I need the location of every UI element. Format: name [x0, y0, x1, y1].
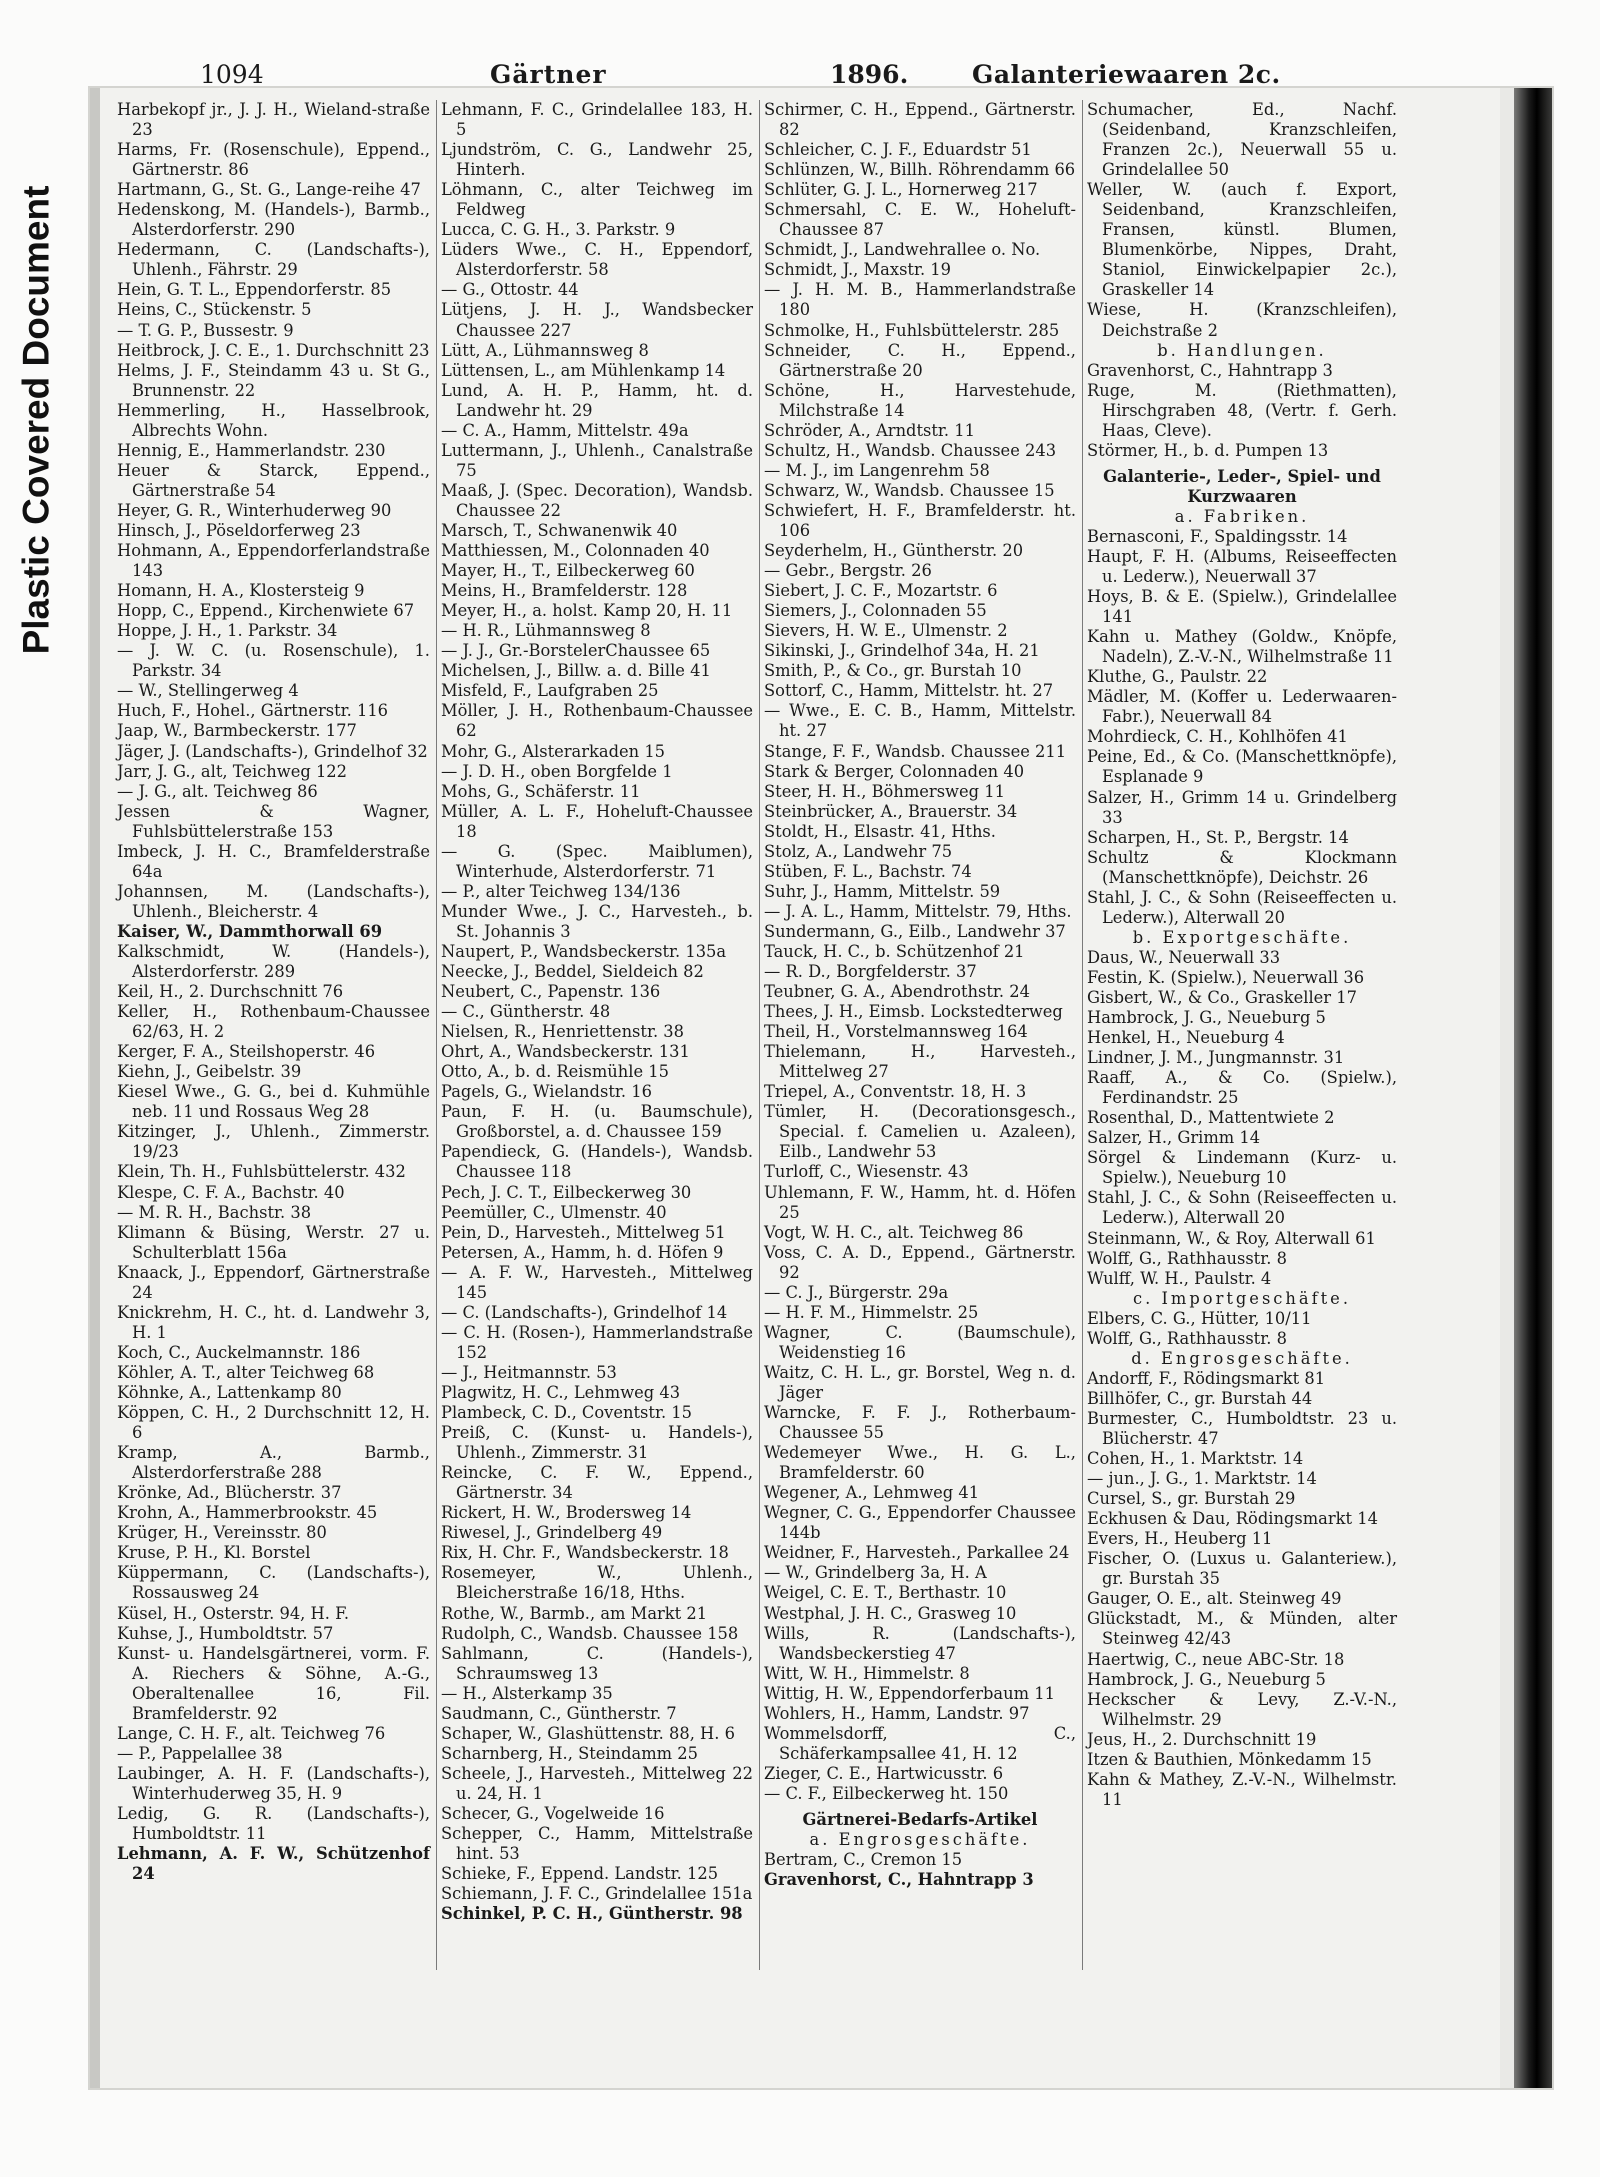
directory-columns — [113, 100, 1403, 1970]
directory-entry: Munder Wwe., J. C., Harvesteh., b. St. Johannis 3 — [441, 901, 753, 941]
directory-entry: Kuhse, J., Humboldtstr. 57 — [117, 1623, 334, 1643]
directory-entry: Sundermann, G., Eilb., Landwehr 37 — [764, 921, 1066, 941]
directory-entry: Kramp, A., Barmb., Alsterdorferstraße 288 — [117, 1443, 430, 1483]
directory-entry: Meyer, H., a. holst. Kamp 20, H. 11 — [441, 601, 733, 621]
directory-entry: Tauck, H. C., b. Schützenhof 21 — [764, 941, 1025, 961]
directory-entry: — Gebr., Bergstr. 26 — [764, 561, 932, 581]
directory-entry: Hoppe, J. H., 1. Parkstr. 34 — [117, 621, 338, 641]
directory-entry: Andorff, F., Rödingsmarkt 81 — [1087, 1368, 1326, 1388]
directory-entry: Itzen & Bauthien, Mönkedamm 15 — [1087, 1749, 1372, 1769]
directory-entry: Pagels, G., Wielandstr. 16 — [441, 1082, 652, 1102]
directory-entry: Rix, H. Chr. F., Wandsbeckerstr. 18 — [441, 1543, 729, 1563]
directory-entry: Klein, Th. H., Fuhlsbüttelerstr. 432 — [117, 1162, 406, 1182]
directory-entry: — J. G., alt. Teichweg 86 — [117, 781, 318, 801]
directory-entry: Kunst- u. Handelsgärtnerei, vorm. F. A. Riechers & Söhne, A.-G., Oberaltenallee 16, Fil. Bramfelderstr. 92 — [117, 1643, 430, 1723]
directory-entry: Siebert, J. C. F., Mozartstr. 6 — [764, 581, 998, 601]
directory-entry: Wegner, C. G., Eppendorfer Chaussee 144b — [764, 1503, 1076, 1543]
directory-entry: Plambeck, C. D., Coventstr. 15 — [441, 1403, 693, 1423]
directory-entry: — W., Grindelberg 3a, H. A — [764, 1563, 987, 1583]
directory-entry: Koch, C., Auckelmannstr. 186 — [117, 1342, 361, 1362]
directory-entry: Weidner, F., Harvesteh., Parkallee 24 — [764, 1543, 1070, 1563]
directory-entry: Wegener, A., Lehmweg 41 — [764, 1483, 980, 1503]
subsection-title: c. Importgeschäfte. — [1133, 1288, 1351, 1308]
directory-entry: Jessen & Wagner, Fuhlsbüttelerstraße 153 — [117, 801, 430, 841]
directory-entry: Kahn & Mathey, Z.-V.-N., Wilhelmstr. 11 — [1087, 1769, 1397, 1809]
directory-entry: Lehmann, A. F. W., Schützenhof 24 — [117, 1844, 430, 1884]
directory-entry: Schmidt, J., Landwehrallee o. No. — [764, 240, 1041, 260]
directory-entry: Festin, K. (Spielw.), Neuerwall 36 — [1087, 967, 1365, 987]
directory-entry: Wills, R. (Landschafts-), Wandsbeckerstieg 47 — [764, 1623, 1076, 1663]
directory-entry: Köppen, C. H., 2 Durchschnitt 12, H. 6 — [117, 1403, 430, 1443]
directory-entry: Rickert, H. W., Brodersweg 14 — [441, 1503, 692, 1523]
directory-entry: Wagner, C. (Baumschule), Weidenstieg 16 — [764, 1322, 1076, 1362]
directory-entry: Voss, C. A. D., Eppend., Gärtnerstr. 92 — [764, 1242, 1076, 1282]
side-label: Plastic Covered Document — [15, 185, 56, 655]
directory-entry: Weigel, C. E. T., Berthastr. 10 — [764, 1583, 1007, 1603]
directory-entry: Stolz, A., Landwehr 75 — [764, 841, 953, 861]
directory-entry: Schaper, W., Glashüttenstr. 88, H. 6 — [441, 1723, 735, 1743]
directory-entry: — W., Stellingerweg 4 — [117, 681, 299, 701]
directory-entry: — Wwe., E. C. B., Hamm, Mittelstr. ht. 27 — [764, 701, 1076, 741]
directory-entry: Schultz & Klockmann (Manschettknöpfe), Deichstr. 26 — [1087, 847, 1397, 887]
directory-entry: Stahl, J. C., & Sohn (Reiseeffecten u. Lederw.), Alterwall 20 — [1087, 1188, 1397, 1228]
directory-entry: Jaap, W., Barmbeckerstr. 177 — [117, 721, 357, 741]
directory-entry: Jarr, J. G., alt, Teichweg 122 — [117, 761, 348, 781]
directory-entry: Teubner, G. A., Abendrothstr. 24 — [764, 982, 1030, 1002]
directory-entry: Schlünzen, W., Billh. Röhrendamm 66 — [764, 160, 1076, 180]
directory-entry: Wiese, H. (Kranzschleifen), Deichstraße 2 — [1087, 300, 1397, 340]
directory-entry: Schmersahl, C. E. W., Hoheluft-Chaussee 87 — [764, 200, 1076, 240]
directory-entry: Heyer, G. R., Winterhuderweg 90 — [117, 500, 392, 520]
directory-entry: Kahn u. Mathey (Goldw., Knöpfe, Nadeln), Z.-V.-N., Wilhelmstraße 11 — [1087, 627, 1397, 667]
directory-entry: Eckhusen & Dau, Rödingsmarkt 14 — [1087, 1509, 1378, 1529]
directory-entry: — C., Güntherstr. 48 — [441, 1002, 611, 1022]
page-edge — [1500, 88, 1514, 2088]
directory-entry: — A. F. W., Harvesteh., Mittelweg 145 — [441, 1262, 753, 1302]
directory-entry: Stark & Berger, Colonnaden 40 — [764, 761, 1025, 781]
directory-entry: Knickrehm, H. C., ht. d. Landwehr 3, H. 1 — [117, 1302, 430, 1342]
directory-entry: Nielsen, R., Henriettenstr. 38 — [441, 1022, 685, 1042]
directory-entry: Sörgel & Lindemann (Kurz- u. Spielw.), Neueburg 10 — [1087, 1148, 1397, 1188]
directory-entry: Gravenhorst, C., Hahntrapp 3 — [764, 1870, 1034, 1890]
directory-entry: — C. H. (Rosen-), Hammerlandstraße 152 — [441, 1322, 753, 1362]
directory-entry: Wedemeyer Wwe., H. G. L., Bramfelderstr. 60 — [764, 1443, 1076, 1483]
directory-entry: Cohen, H., 1. Marktstr. 14 — [1087, 1449, 1304, 1469]
directory-entry: Tümler, H. (Decorationsgesch., Special. f. Camelien u. Azaleen), Eilb., Landwehr 53 — [764, 1102, 1076, 1162]
directory-entry: Papendieck, G. (Handels-), Wandsb. Chaussee 118 — [441, 1142, 753, 1182]
directory-entry: Hambrock, J. G., Neueburg 5 — [1087, 1669, 1326, 1689]
directory-entry: Stoldt, H., Elsastr. 41, Hths. — [764, 821, 996, 841]
directory-entry: Schlüter, G. J. L., Hornerweg 217 — [764, 180, 1038, 200]
directory-entry: — R. D., Borgfelderstr. 37 — [764, 962, 977, 982]
directory-entry: Scheele, J., Harvesteh., Mittelweg 22 u. 24, H. 1 — [441, 1763, 753, 1803]
directory-entry: Saudmann, C., Güntherstr. 7 — [441, 1703, 677, 1723]
directory-entry: Schecer, G., Vogelweide 16 — [441, 1803, 665, 1823]
directory-entry: Pech, J. C. T., Eilbeckerweg 30 — [441, 1182, 692, 1202]
directory-entry: Mohs, G., Schäferstr. 11 — [441, 781, 641, 801]
directory-entry: Lucca, C. G. H., 3. Parkstr. 9 — [441, 220, 676, 240]
directory-entry: Laubinger, A. H. F. (Landschafts-), Winterhuderweg 35, H. 9 — [117, 1763, 430, 1803]
directory-entry: Homann, H. A., Klostersteig 9 — [117, 581, 365, 601]
directory-entry: Mohr, G., Alsterarkaden 15 — [441, 741, 666, 761]
directory-entry: Kerger, F. A., Steilshoperstr. 46 — [117, 1042, 376, 1062]
directory-entry: Theil, H., Vorstelmannsweg 164 — [764, 1022, 1028, 1042]
directory-entry: — T. G. P., Bussestr. 9 — [117, 320, 294, 340]
directory-entry: Klespe, C. F. A., Bachstr. 40 — [117, 1182, 345, 1202]
directory-entry: Küppermann, C. (Landschafts-), Rossausweg 24 — [117, 1563, 430, 1603]
directory-entry: — G., Ottostr. 44 — [441, 280, 579, 300]
directory-entry: Hennig, E., Hammerlandstr. 230 — [117, 440, 386, 460]
directory-entry: Naupert, P., Wandsbeckerstr. 135a — [441, 941, 727, 961]
section-title: Galanterie-, Leder-, Spiel- und Kurzwaaren — [1103, 466, 1381, 506]
directory-entry: Heitbrock, J. C. E., 1. Durchschnitt 23 — [117, 340, 430, 360]
directory-entry: Scharpen, H., St. P., Bergstr. 14 — [1087, 827, 1349, 847]
directory-entry: — J., Heitmannstr. 53 — [441, 1362, 617, 1382]
directory-entry: Löhmann, C., alter Teichweg im Feldweg — [441, 180, 753, 220]
directory-entry: Salzer, H., Grimm 14 u. Grindelberg 33 — [1087, 787, 1397, 827]
directory-entry: Keller, H., Rothenbaum-Chaussee 62/63, H. 2 — [117, 1002, 430, 1042]
directory-entry: Seyderhelm, H., Güntherstr. 20 — [764, 541, 1024, 561]
directory-entry: Hedermann, C. (Landschafts-), Uhlenh., Fährstr. 29 — [117, 240, 430, 280]
directory-entry: Schmidt, J., Maxstr. 19 — [764, 260, 952, 280]
directory-entry: Kruse, P. H., Kl. Borstel — [117, 1543, 311, 1563]
subsection-title: d. Engrosgeschäfte. — [1131, 1348, 1353, 1368]
directory-entry: Knaack, J., Eppendorf, Gärtnerstraße 24 — [117, 1262, 430, 1302]
directory-entry: Schleicher, C. J. F., Eduardstr 51 — [764, 140, 1032, 160]
column-4 — [1082, 100, 1403, 1970]
running-header — [110, 60, 1540, 100]
directory-entry: Luttermann, J., Uhlenh., Canalstraße 75 — [441, 440, 753, 480]
section-title: Gärtnerei-Bedarfs-Artikel — [802, 1809, 1038, 1829]
directory-entry: Sahlmann, C. (Handels-), Schraumsweg 13 — [441, 1643, 753, 1683]
directory-entry: — jun., J. G., 1. Marktstr. 14 — [1087, 1469, 1317, 1489]
directory-entry: Helms, J. F., Steindamm 43 u. St G., Brunnenstr. 22 — [117, 360, 430, 400]
directory-entry: Pein, D., Harvesteh., Mittelweg 51 — [441, 1222, 726, 1242]
directory-entry: Hein, G. T. L., Eppendorferstr. 85 — [117, 280, 392, 300]
directory-entry: Misfeld, F., Laufgraben 25 — [441, 681, 659, 701]
directory-entry: Lehmann, F. C., Grindelallee 183, H. 5 — [441, 100, 753, 140]
directory-entry: Elbers, C. G., Hütter, 10/11 — [1087, 1308, 1312, 1328]
directory-entry: Bertram, C., Cremon 15 — [764, 1850, 963, 1870]
directory-entry: Witt, W. H., Himmelstr. 8 — [764, 1663, 970, 1683]
directory-entry: Sievers, H. W. E., Ulmenstr. 2 — [764, 621, 1008, 641]
directory-entry: Kluthe, G., Paulstr. 22 — [1087, 667, 1268, 687]
directory-entry: Wolff, G., Rathhausstr. 8 — [1087, 1248, 1287, 1268]
header-left-title: Gärtner — [490, 60, 607, 89]
directory-entry: — M. R. H., Bachstr. 38 — [117, 1202, 312, 1222]
directory-entry: Hartmann, G., St. G., Lange-reihe 47 — [117, 180, 421, 200]
directory-entry: Küsel, H., Osterstr. 94, H. F. — [117, 1603, 350, 1623]
directory-entry: Hoys, B. & E. (Spielw.), Grindelallee 141 — [1087, 587, 1397, 627]
directory-entry: Otto, A., b. d. Reismühle 15 — [441, 1062, 670, 1082]
directory-entry: Haertwig, C., neue ABC-Str. 18 — [1087, 1649, 1345, 1669]
directory-entry: Schröder, A., Arndtstr. 11 — [764, 420, 975, 440]
directory-entry: Möller, J. H., Rothenbaum-Chaussee 62 — [441, 701, 753, 741]
subsection-title: a. Fabriken. — [1174, 506, 1310, 526]
directory-entry: Schwiefert, H. F., Bramfelderstr. ht. 106 — [764, 500, 1076, 540]
directory-entry: Weller, W. (auch f. Export, Seidenband, Kranzschleifen, Fransen, künstl. Blumen, Blumenkörbe, Nippes, Draht, Staniol, Einwickelpapier 2c.), Graskeller 14 — [1087, 180, 1397, 300]
directory-entry: Schieke, F., Eppend. Landstr. 125 — [441, 1864, 719, 1884]
directory-entry: Sottorf, C., Hamm, Mittelstr. ht. 27 — [764, 681, 1054, 701]
directory-entry: Jeus, H., 2. Durchschnitt 19 — [1087, 1729, 1317, 1749]
header-right-title: Galanteriewaaren 2c. — [972, 60, 1281, 89]
directory-entry: Harms, Fr. (Rosenschule), Eppend., Gärtnerstr. 86 — [117, 140, 430, 180]
directory-entry: Vogt, W. H. C., alt. Teichweg 86 — [764, 1222, 1024, 1242]
directory-entry: Glückstadt, M., & Münden, alter Steinweg 42/43 — [1087, 1609, 1397, 1649]
directory-entry: Jäger, J. (Landschafts-), Grindelhof 32 — [117, 741, 428, 761]
directory-entry: Klimann & Büsing, Werstr. 27 u. Schulterblatt 156a — [117, 1222, 430, 1262]
directory-entry: Störmer, H., b. d. Pumpen 13 — [1087, 440, 1329, 460]
directory-entry: Stange, F. F., Wandsb. Chaussee 211 — [764, 741, 1067, 761]
directory-entry: Zieger, C. E., Hartwicusstr. 6 — [764, 1763, 1004, 1783]
directory-entry: Krüger, H., Vereinsstr. 80 — [117, 1523, 327, 1543]
directory-entry: Daus, W., Neuerwall 33 — [1087, 947, 1281, 967]
directory-entry: Heuer & Starck, Eppend., Gärtnerstraße 54 — [117, 460, 430, 500]
directory-entry: Wulff, W. H., Paulstr. 4 — [1087, 1268, 1272, 1288]
directory-entry: Lüttensen, L., am Mühlenkamp 14 — [441, 360, 726, 380]
directory-entry: Scharnberg, H., Steindamm 25 — [441, 1743, 698, 1763]
directory-entry: Gravenhorst, C., Hahntrapp 3 — [1087, 360, 1333, 380]
directory-entry: Lütjens, J. H. J., Wandsbecker Chaussee 227 — [441, 300, 753, 340]
directory-entry: — M. J., im Langenrehm 58 — [764, 460, 990, 480]
directory-entry: Kiesel Wwe., G. G., bei d. Kuhmühle neb. 11 und Rossaus Weg 28 — [117, 1082, 430, 1122]
directory-entry: Stahl, J. C., & Sohn (Reiseeffecten u. Lederw.), Alterwall 20 — [1087, 887, 1397, 927]
directory-entry: Fischer, O. (Luxus u. Galanteriew.), gr. Burstah 35 — [1087, 1549, 1397, 1589]
directory-entry: — J. D. H., oben Borgfelde 1 — [441, 761, 673, 781]
directory-entry: Meins, H., Bramfelderstr. 128 — [441, 581, 688, 601]
directory-entry: Rothe, W., Barmb., am Markt 21 — [441, 1603, 708, 1623]
directory-entry: Schinkel, P. C. H., Güntherstr. 98 — [441, 1904, 743, 1924]
directory-entry: Gisbert, W., & Co., Graskeller 17 — [1087, 987, 1357, 1007]
directory-entry: Schultz, H., Wandsb. Chaussee 243 — [764, 440, 1057, 460]
directory-entry: Henkel, H., Neueburg 4 — [1087, 1028, 1285, 1048]
directory-entry: — C. J., Bürgerstr. 29a — [764, 1282, 949, 1302]
directory-entry: Raaff, A., & Co. (Spielw.), Ferdinandstr. 25 — [1087, 1068, 1397, 1108]
directory-entry: — H., Alsterkamp 35 — [441, 1683, 613, 1703]
book-spine — [1514, 88, 1552, 2088]
subsection-title: b. Handlungen. — [1157, 340, 1327, 360]
directory-entry: Wittig, H. W., Eppendorferbaum 11 — [764, 1683, 1055, 1703]
directory-entry: Mohrdieck, C. H., Kohlhöfen 41 — [1087, 727, 1348, 747]
directory-entry: Cursel, S., gr. Burstah 29 — [1087, 1489, 1296, 1509]
directory-entry: — C. A., Hamm, Mittelstr. 49a — [441, 420, 689, 440]
directory-entry: Haupt, F. H. (Albums, Reiseeffecten u. Lederw.), Neuerwall 37 — [1087, 546, 1397, 586]
directory-entry: Köhnke, A., Lattenkamp 80 — [117, 1383, 342, 1402]
directory-entry: Imbeck, J. H. C., Bramfelderstraße 64a — [117, 841, 430, 881]
directory-entry: Matthiessen, M., Colonnaden 40 — [441, 541, 710, 561]
directory-entry: Reincke, C. F. W., Eppend., Gärtnerstr. 34 — [441, 1463, 753, 1503]
directory-entry: Müller, A. L. F., Hoheluft-Chaussee 18 — [441, 801, 753, 841]
directory-entry: Ljundström, C. G., Landwehr 25, Hinterh. — [441, 140, 753, 180]
directory-entry: Preiß, C. (Kunst- u. Handels-), Uhlenh., Zimmerstr. 31 — [441, 1423, 753, 1463]
directory-entry: Heckscher & Levy, Z.-V.-N., Wilhelmstr. 29 — [1087, 1689, 1397, 1729]
column-1 — [113, 100, 436, 1970]
directory-entry: Uhlemann, F. W., Hamm, ht. d. Höfen 25 — [764, 1182, 1076, 1222]
directory-entry: Siemers, J., Colonnaden 55 — [764, 601, 987, 621]
directory-entry: Wohlers, H., Hamm, Landstr. 97 — [764, 1703, 1030, 1723]
directory-entry: Hemmerling, H., Hasselbrook, Albrechts Wohn. — [117, 400, 430, 440]
directory-entry: Schiemann, J. F. C., Grindelallee 151a — [441, 1884, 753, 1904]
subsection-title: a. Engrosgeschäfte. — [809, 1829, 1031, 1849]
directory-entry: Neubert, C., Papenstr. 136 — [441, 982, 661, 1002]
directory-entry: Smith, P., & Co., gr. Burstah 10 — [764, 661, 1022, 681]
directory-entry: Wolff, G., Rathhausstr. 8 — [1087, 1328, 1287, 1348]
directory-entry: Lindner, J. M., Jungmannstr. 31 — [1087, 1048, 1345, 1068]
directory-entry: Ohrt, A., Wandsbeckerstr. 131 — [441, 1042, 690, 1062]
directory-entry: Kaiser, W., Dammthorwall 69 — [117, 921, 383, 941]
directory-entry: Köhler, A. T., alter Teichweg 68 — [117, 1362, 375, 1382]
directory-entry: Suhr, J., Hamm, Mittelstr. 59 — [764, 881, 1001, 901]
directory-entry: Turloff, C., Wiesenstr. 43 — [764, 1162, 969, 1182]
directory-entry: Lüders Wwe., C. H., Eppendorf, Alsterdorferstr. 58 — [441, 240, 753, 280]
directory-entry: Mayer, H., T., Eilbeckerweg 60 — [441, 561, 695, 581]
header-year: 1896. — [830, 60, 909, 89]
directory-entry: Kitzinger, J., Uhlenh., Zimmerstr. 19/23 — [117, 1122, 430, 1162]
directory-entry: — J. W. C. (u. Rosenschule), 1. Parkstr. 34 — [117, 641, 430, 681]
directory-entry: Westphal, J. H. C., Grasweg 10 — [764, 1603, 1017, 1623]
directory-entry: Ruge, M. (Riethmatten), Hirschgraben 48, (Vertr. f. Gerh. Haas, Cleve). — [1087, 380, 1397, 440]
directory-entry: Waitz, C. H. L., gr. Borstel, Weg n. d. Jäger — [764, 1362, 1076, 1402]
directory-entry: Steinbrücker, A., Brauerstr. 34 — [764, 801, 1018, 821]
directory-entry: Thielemann, H., Harvesteh., Mittelweg 27 — [764, 1042, 1076, 1082]
directory-entry: Hedenskong, M. (Handels-), Barmb., Alsterdorferstr. 290 — [117, 200, 430, 240]
directory-entry: Maaß, J. (Spec. Decoration), Wandsb. Chaussee 22 — [441, 480, 753, 520]
directory-entry: Riwesel, J., Grindelberg 49 — [441, 1523, 663, 1543]
directory-entry: Krohn, A., Hammerbrookstr. 45 — [117, 1503, 378, 1523]
directory-entry: Rosenthal, D., Mattentwiete 2 — [1087, 1108, 1335, 1128]
column-2 — [436, 100, 759, 1970]
directory-entry: Johannsen, M. (Landschafts-), Uhlenh., Bleicherstr. 4 — [117, 881, 430, 921]
directory-entry: Schöne, H., Harvestehude, Milchstraße 14 — [764, 380, 1076, 420]
directory-entry: — G. (Spec. Maiblumen), Winterhude, Alsterdorferstr. 71 — [441, 841, 753, 881]
directory-entry: — P., alter Teichweg 134/136 — [441, 881, 681, 901]
directory-entry: — P., Pappelallee 38 — [117, 1743, 283, 1763]
directory-entry: Harbekopf jr., J. J. H., Wieland-straße 23 — [117, 100, 430, 140]
directory-entry: Krönke, Ad., Blücherstr. 37 — [117, 1483, 342, 1503]
directory-entry: — H. F. M., Himmelstr. 25 — [764, 1302, 979, 1322]
column-3 — [759, 100, 1082, 1970]
directory-entry: — C. (Landschafts-), Grindelhof 14 — [441, 1302, 728, 1322]
directory-entry: Kiehn, J., Geibelstr. 39 — [117, 1062, 302, 1082]
directory-entry: Mädler, M. (Koffer u. Lederwaaren-Fabr.), Neuerwall 84 — [1087, 687, 1397, 727]
directory-entry: Bernasconi, F., Spaldingsstr. 14 — [1087, 526, 1348, 546]
directory-entry: Schwarz, W., Wandsb. Chaussee 15 — [764, 480, 1055, 500]
directory-entry: — C. F., Eilbeckerweg ht. 150 — [764, 1783, 1009, 1803]
directory-entry: — J. H. M. B., Hammerlandstraße 180 — [764, 280, 1076, 320]
directory-entry: Lütt, A., Lühmannsweg 8 — [441, 340, 649, 360]
directory-entry: Schirmer, C. H., Eppend., Gärtnerstr. 82 — [764, 100, 1076, 140]
directory-entry: Stüben, F. L., Bachstr. 74 — [764, 861, 972, 881]
directory-entry: — H. R., Lühmannsweg 8 — [441, 621, 651, 641]
directory-entry: Triepel, A., Conventstr. 18, H. 3 — [764, 1082, 1027, 1102]
page-number: 1094 — [200, 60, 264, 89]
directory-entry: Wommelsdorff, C., Schäferkampsallee 41, H. 12 — [764, 1723, 1076, 1763]
directory-entry: Schumacher, Ed., Nachf. (Seidenband, Kranzschleifen, Franzen 2c.), Neuerwall 55 u. Grindelallee 50 — [1087, 100, 1397, 180]
directory-entry: Peine, Ed., & Co. (Manschettknöpfe), Esplanade 9 — [1087, 747, 1397, 787]
directory-entry: Lund, A. H. P., Hamm, ht. d. Landwehr ht. 29 — [441, 380, 753, 420]
directory-entry: Steinmann, W., & Roy, Alterwall 61 — [1087, 1228, 1376, 1248]
directory-entry: Marsch, T., Schwanenwik 40 — [441, 520, 678, 540]
directory-entry: Thees, J. H., Eimsb. Lockstedterweg — [764, 1002, 1063, 1022]
directory-entry: Schneider, C. H., Eppend., Gärtnerstraße 20 — [764, 340, 1076, 380]
directory-entry: Kalkschmidt, W. (Handels-), Alsterdorferstr. 289 — [117, 941, 430, 982]
directory-entry: Hohmann, A., Eppendorferlandstraße 143 — [117, 541, 430, 581]
directory-entry: Paun, F. H. (u. Baumschule), Großborstel, a. d. Chaussee 159 — [441, 1102, 753, 1142]
directory-entry: Lange, C. H. F., alt. Teichweg 76 — [117, 1723, 386, 1743]
directory-entry: Warncke, F. F. J., Rotherbaum-Chaussee 55 — [764, 1403, 1076, 1443]
directory-entry: Hopp, C., Eppend., Kirchenwiete 67 — [117, 601, 415, 621]
directory-entry: Huch, F., Hohel., Gärtnerstr. 116 — [117, 701, 389, 721]
directory-entry: Keil, H., 2. Durchschnitt 76 — [117, 982, 344, 1002]
directory-entry: Neecke, J., Beddel, Sieldeich 82 — [441, 962, 704, 982]
directory-entry: Rudolph, C., Wandsb. Chaussee 158 — [441, 1623, 739, 1643]
directory-entry: Schmolke, H., Fuhlsbüttelerstr. 285 — [764, 320, 1060, 340]
directory-entry: Hinsch, J., Pöseldorferweg 23 — [117, 520, 361, 540]
directory-entry: Heins, C., Stückenstr. 5 — [117, 300, 312, 320]
subsection-title: b. Exportgeschäfte. — [1132, 927, 1352, 947]
directory-entry: — J. J., Gr.-BorstelerChaussee 65 — [441, 641, 711, 661]
directory-entry: Burmester, C., Humboldtstr. 23 u. Blücherstr. 47 — [1087, 1408, 1397, 1448]
directory-entry: Petersen, A., Hamm, h. d. Höfen 9 — [441, 1242, 724, 1262]
directory-entry: Gauger, O. E., alt. Steinweg 49 — [1087, 1589, 1342, 1609]
directory-entry: Hambrock, J. G., Neueburg 5 — [1087, 1008, 1326, 1028]
directory-entry: Evers, H., Heuberg 11 — [1087, 1529, 1273, 1549]
directory-entry: Salzer, H., Grimm 14 — [1087, 1128, 1261, 1148]
directory-entry: — J. A. L., Hamm, Mittelstr. 79, Hths. — [764, 901, 1072, 921]
directory-entry: Ledig, G. R. (Landschafts-), Humboldtstr. 11 — [117, 1803, 430, 1844]
directory-entry: Michelsen, J., Billw. a. d. Bille 41 — [441, 661, 711, 681]
directory-entry: Schepper, C., Hamm, Mittelstraße hint. 53 — [441, 1824, 753, 1864]
directory-entry: Plagwitz, H. C., Lehmweg 43 — [441, 1383, 681, 1402]
directory-entry: Peemüller, C., Ulmenstr. 40 — [441, 1202, 667, 1222]
directory-entry: Rosemeyer, W., Uhlenh., Bleicherstraße 16/18, Hths. — [441, 1563, 753, 1603]
directory-entry: Sikinski, J., Grindelhof 34a, H. 21 — [764, 641, 1040, 661]
directory-entry: Steer, H. H., Böhmersweg 11 — [764, 781, 1005, 801]
directory-entry: Billhöfer, C., gr. Burstah 44 — [1087, 1388, 1313, 1408]
